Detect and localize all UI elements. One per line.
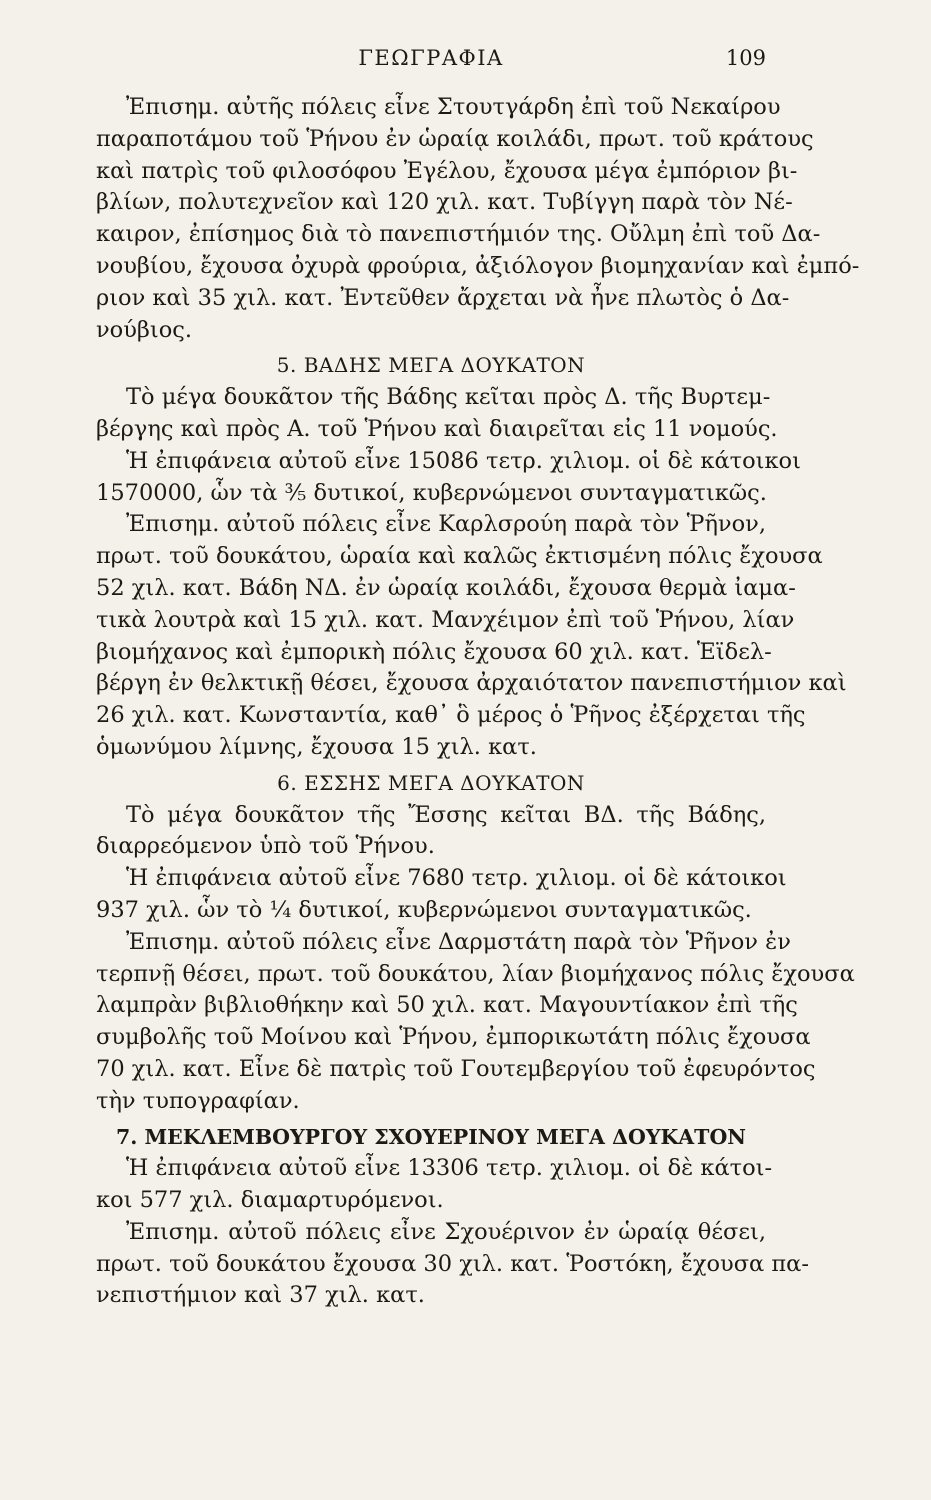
running-head	[96, 46, 766, 80]
section-heading: 5. ΒΑΔΗΣ ΜΕΓΑ ΔΟΥΚΑΤΟΝ	[276, 353, 586, 378]
text-line: ὁμωνύμου λίμνης, ἔχουσα 15 χιλ. κατ.	[96, 733, 537, 760]
text-line: βέργη ἐν θελκτικῇ θέσει, ἔχουσα ἀρχαιότατον πανεπιστήμιον καὶ	[96, 670, 847, 697]
text-line: 52 χιλ. κατ. Βάδη ΝΔ. ἐν ὡραίᾳ κοιλάδι, ἔχουσα θερμὰ ἰαμα-	[96, 574, 796, 601]
text-line: τερπνῇ θέσει, πρωτ. τοῦ δουκάτου, λίαν βιομήχανος πόλις ἔχουσα	[96, 960, 855, 987]
text-line: παραποτάμου τοῦ Ῥήνου ἐν ὡραίᾳ κοιλάδι, πρωτ. τοῦ κράτους	[96, 125, 814, 152]
text-line: Ἐπισημ. αὐτοῦ πόλεις εἶνε Σχουέριvον ἐν ὡραίᾳ θέσει,	[126, 1218, 766, 1245]
text-line: βιομήχανος καὶ ἐμπορικὴ πόλις ἔχουσα 60 χιλ. κατ. Ἑϊδελ-	[96, 638, 772, 665]
text-line: τικὰ λουτρὰ καὶ 15 χιλ. κατ. Μανχέιμον ἐπὶ τοῦ Ῥήνου, λίαν	[96, 606, 795, 633]
text-line: 937 χιλ. ὧν τὸ ¼ δυτικοί, κυβερνώμενοι συνταγματικῶς.	[96, 896, 752, 923]
page-body	[96, 92, 860, 1312]
text-line: Ἐπισημ. αὐτοῦ πόλεις εἶνε Καρλσρούη παρὰ τὸν Ῥῆνον,	[126, 511, 766, 538]
text-line: Ἡ ἐπιφάνεια αὐτοῦ εἶνε 15086 τετρ. χιλιομ. οἱ δὲ κάτοικοι	[126, 447, 801, 474]
text-line: νεπιστήμιον καὶ 37 χιλ. κατ.	[96, 1282, 425, 1309]
text-line: βλίων, πολυτεχνεῖον καὶ 120 χιλ. κατ. Τυβίγγη παρὰ τὸν Νέ-	[96, 189, 793, 216]
section-heading: 6. ΕΣΣΗΣ ΜΕΓΑ ΔΟΥΚΑΤΟΝ	[277, 770, 585, 795]
text-line: Ἐπισημ. αὐτῆς πόλεις εἶνε Στουτγάρδη ἐπὶ τοῦ Νεκαίρου	[126, 94, 781, 120]
text-line: συμβολῆς τοῦ Μοίνου καὶ Ῥήνου, ἐμπορικωτάτη πόλις ἔχουσα	[96, 1024, 811, 1051]
text-line: 70 χιλ. κατ. Εἶνε δὲ πατρὶς τοῦ Γουτεμβεργίου τοῦ ἐφευρόντος	[96, 1055, 816, 1082]
section-heading: 7. ΜΕΚΛΕΜΒΟΥΡΓΟΥ ΣΧΟΥΕΡΙΝΟΥ ΜΕΓΑ ΔΟΥΚΑΤΟΝ	[115, 1124, 747, 1149]
text-line: Τὸ μέγα δουκᾶτον τῆς Βάδης κεῖται πρὸς Δ. τῆς Βυρτεμ-	[126, 384, 771, 411]
text-line: διαρρεόμενον ὑπὸ τοῦ Ῥήνου.	[96, 833, 435, 860]
text-line: πρωτ. τοῦ δουκάτου, ὡραία καὶ καλῶς ἐκτισμένη πόλις ἔχουσα	[96, 543, 823, 570]
text-line: 1570000, ὧν τὰ ⅗ δυτικοί, κυβερνώμενοι συνταγματικῶς.	[96, 479, 767, 506]
page-number: 109	[725, 46, 766, 70]
text-line: Ἐπισημ. αὐτοῦ πόλεις εἶνε Δαρμστάτη παρὰ τὸν Ῥῆνον ἐν	[126, 928, 791, 955]
text-line: ριον καὶ 35 χιλ. κατ. Ἐντεῦθεν ἄρχεται νὰ ἦνε πλωτὸς ὁ Δα-	[96, 284, 790, 311]
text-line: νούβιος.	[96, 316, 193, 343]
text-line: καὶ πατρὶς τοῦ φιλοσόφου Ἐγέλου, ἔχουσα μέγα ἐμπόριον βι-	[96, 157, 798, 184]
text-line: Ἡ ἐπιφάνεια αὐτοῦ εἶνε 13306 τετρ. χιλιομ. οἱ δὲ κάτοι-	[126, 1155, 773, 1182]
text-line: Ἡ ἐπιφάνεια αὐτοῦ εἶνε 7680 τετρ. χιλιομ. οἱ δὲ κάτοικοι	[126, 865, 787, 892]
text-line: καιρον, ἐπίσημος διὰ τὸ πανεπιστήμιόν της. Οὔλμη ἐπὶ τοῦ Δα-	[96, 221, 821, 248]
text-line: βέργης καὶ πρὸς Α. τοῦ Ῥήνου καὶ διαιρεῖται εἰς 11 νομούς.	[96, 415, 778, 442]
running-title: ΓΕΩΓΡΑΦΙΑ	[358, 46, 504, 70]
text-line: τὴν τυπογραφίαν.	[96, 1087, 300, 1114]
text-line: λαμπρὰν βιβλιοθήκην καὶ 50 χιλ. κατ. Μαγουντίακον ἐπὶ τῆς	[96, 992, 798, 1019]
text-line: πρωτ. τοῦ δουκάτου ἔχουσα 30 χιλ. κατ. Ῥοστόκη, ἔχουσα πα-	[96, 1250, 809, 1277]
text-line: Τὸ μέγα δουκᾶτον τῆς Ἔσσης κεῖται ΒΔ. τῆς Βάδης,	[126, 801, 766, 828]
text-line: νουβίου, ἔχουσα ὀχυρὰ φρούρια, ἀξιόλογον βιομηχανίαν καὶ ἐμπό-	[96, 252, 860, 279]
text-line: κοι 577 χιλ. διαμαρτυρόμενοι.	[96, 1187, 444, 1214]
text-line: 26 χιλ. κατ. Κωνσταντία, καθ᾽ ὃ μέρος ὁ Ῥῆνος ἐξέρχεται τῆς	[96, 702, 806, 729]
